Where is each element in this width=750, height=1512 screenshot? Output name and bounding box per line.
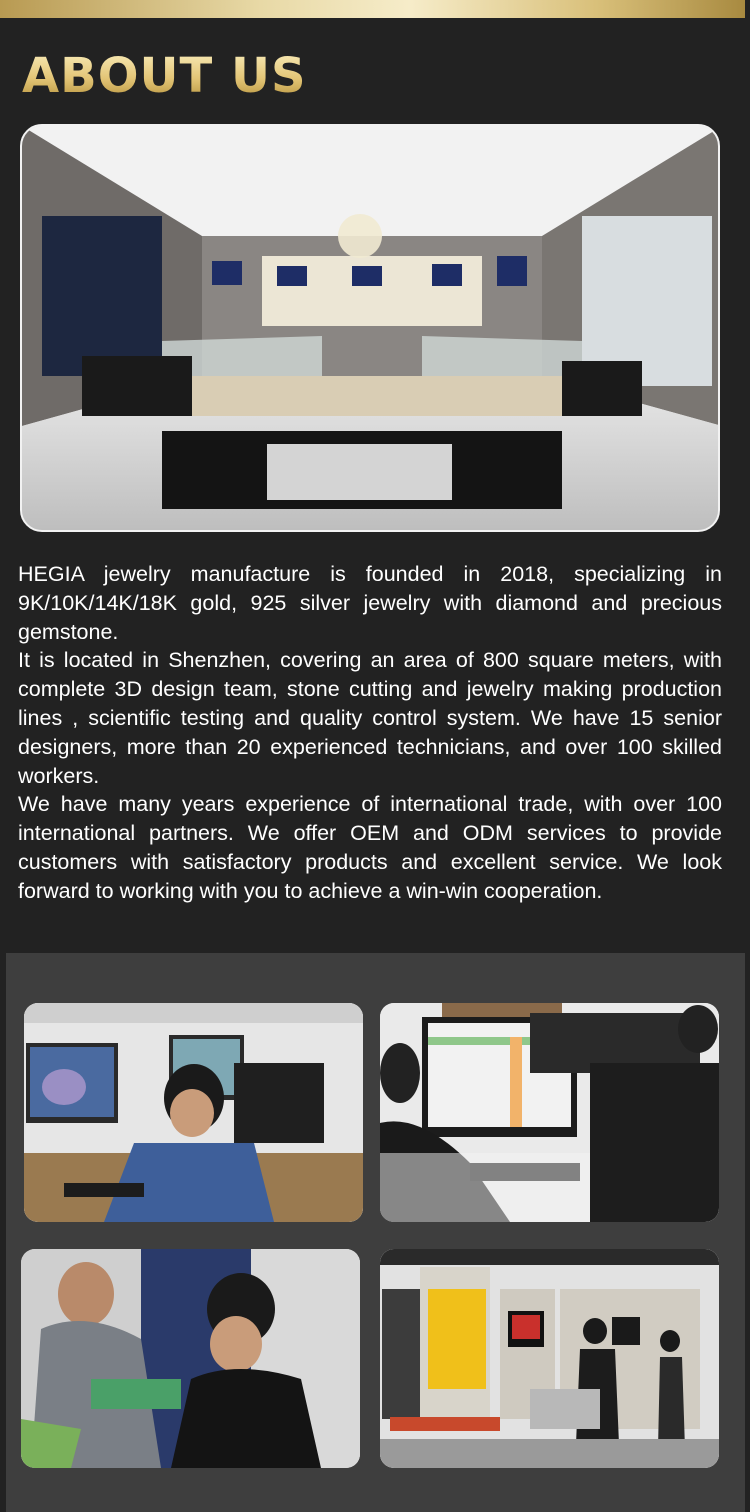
intro-paragraph-founding: HEGIA jewelry manufacture is founded in 2018, specializing in 9K/10K/14K/18K gold, 925 silver jewelry with diamond and precious gemstone. [18,562,722,644]
page-title: ABOUT US [22,48,307,104]
company-introduction [18,560,722,906]
design-team-photo [24,1003,363,1222]
gold-top-bar [0,0,745,18]
intro-paragraph-trade: We have many years experience of international trade, with over 100 international partners. We offer OEM and ODM services to provide customers with satisfactory products and excellent service. We look forward to working with you to achieve a win-win cooperation. [18,792,722,903]
craftsmen-photo [21,1249,360,1468]
cnc-workshop-photo [380,1249,719,1468]
intro-paragraph-location: It is located in Shenzhen, covering an area of 800 square meters, with complete 3D design team, stone cutting and jewelry making production lines , scientific testing and quality control system. We have 15 senior designers, more than 20 experienced technicians, and over 100 skilled workers. [18,648,722,788]
showroom-photo [20,124,720,532]
office-team-photo [380,1003,719,1222]
